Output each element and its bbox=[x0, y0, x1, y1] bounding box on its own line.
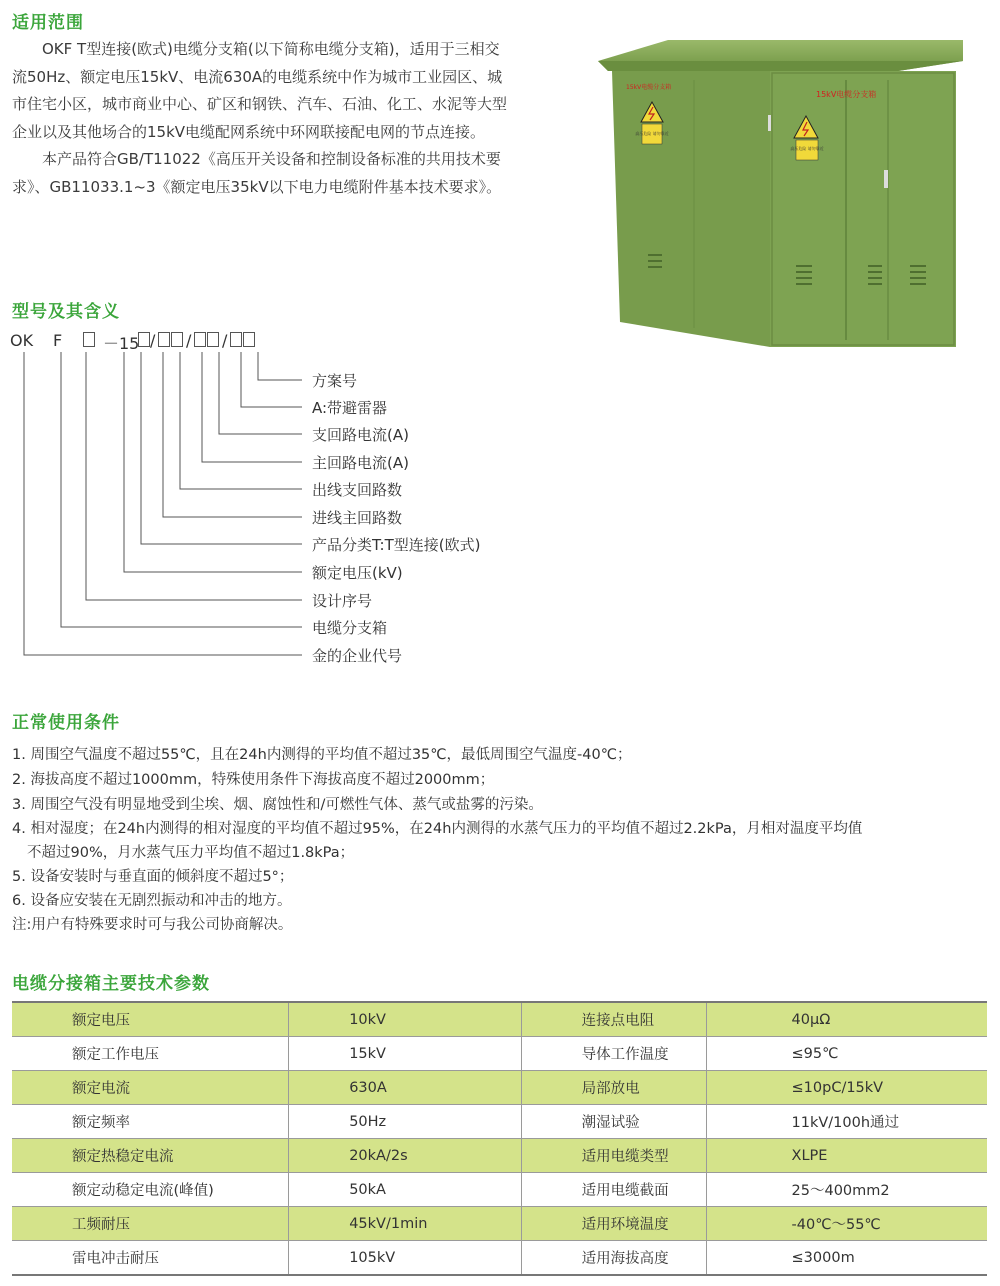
table-row bbox=[12, 1105, 987, 1139]
table-row bbox=[12, 1173, 987, 1207]
param-value: XLPE bbox=[706, 1139, 987, 1173]
table-row bbox=[12, 1207, 987, 1241]
meaning-arrester: A:带避雷器 bbox=[312, 399, 388, 417]
param-value: 40μΩ bbox=[706, 1002, 987, 1037]
box-left-label: 15kV电缆分支箱 bbox=[626, 84, 672, 91]
cable-branch-box-image bbox=[598, 40, 963, 350]
param-value: ≤10pC/15kV bbox=[706, 1071, 987, 1105]
meaning-main-current: 主回路电流(A) bbox=[312, 454, 409, 472]
meaning-outgoing-branches: 出线支回路数 bbox=[312, 481, 403, 499]
meaning-product-type: 产品分类T:T型连接(欧式) bbox=[312, 536, 481, 554]
scope-title: 适用范围 bbox=[12, 13, 84, 33]
param-name: 潮湿试验 bbox=[521, 1105, 706, 1139]
meaning-design-no: 设计序号 bbox=[312, 592, 373, 610]
table-row bbox=[12, 1002, 987, 1037]
condition-4-cont: 不超过90%，月水蒸气压力平均值不超过1.8kPa； bbox=[27, 845, 355, 861]
box-top-label: 15kV电缆分支箱 bbox=[816, 90, 877, 99]
param-value: 630A bbox=[289, 1071, 521, 1105]
code-slash-1: / bbox=[150, 331, 156, 350]
param-value: 105kV bbox=[289, 1241, 521, 1276]
condition-1: 1. 周围空气温度不超过55℃，且在24h内测得的平均值不超过35℃，最低周围空气温度-40℃； bbox=[12, 747, 632, 763]
condition-5: 5. 设备安装时与垂直面的倾斜度不超过5°； bbox=[12, 869, 294, 885]
param-name: 适用电缆截面 bbox=[521, 1173, 706, 1207]
param-value: 11kV/100h通过 bbox=[706, 1105, 987, 1139]
code-f: F bbox=[53, 331, 63, 350]
params-table bbox=[12, 1001, 987, 1276]
param-name: 导体工作温度 bbox=[521, 1037, 706, 1071]
param-name: 额定工作电压 bbox=[12, 1037, 289, 1071]
param-value: 20kA/2s bbox=[289, 1139, 521, 1173]
table-row bbox=[12, 1071, 987, 1105]
model-tree-lines bbox=[0, 0, 320, 680]
box-warning-text: 高压危险 请勿靠近 bbox=[790, 146, 824, 151]
model-title: 型号及其含义 bbox=[12, 302, 120, 322]
code-slash-3: / bbox=[222, 331, 228, 350]
condition-2: 2. 海拔高度不超过1000mm，特殊使用条件下海拔高度不超过2000mm； bbox=[12, 772, 495, 788]
condition-note: 注:用户有特殊要求时可与我公司协商解决。 bbox=[12, 917, 293, 933]
code-slash-2: / bbox=[186, 331, 192, 350]
param-value: -40℃～55℃ bbox=[706, 1207, 987, 1241]
meaning-branch-box: 电缆分支箱 bbox=[312, 619, 388, 637]
param-value: 15kV bbox=[289, 1037, 521, 1071]
scope-para-2: 本产品符合GB/T11022《高压开关设备和控制设备标准的共用技术要求》、GB11033.1~3《额定电压35kV以下电力电缆附件基本技术要求》。 bbox=[12, 150, 502, 196]
param-name: 额定频率 bbox=[12, 1105, 289, 1139]
meaning-incoming-mains: 进线主回路数 bbox=[312, 509, 403, 527]
table-row bbox=[12, 1139, 987, 1173]
meaning-rated-voltage: 额定电压(kV) bbox=[312, 564, 403, 582]
params-title: 电缆分接箱主要技术参数 bbox=[12, 974, 210, 994]
code-ok: OK bbox=[10, 331, 34, 350]
scope-para-1: OKF T型连接(欧式)电缆分支箱(以下简称电缆分支箱)，适用于三相交流50Hz、额定电压15kV、电流630A的电缆系统中作为城市工业园区、城市住宅小区，城市商业中心、矿区和钢铁、汽车、石油、化工、水泥等大型企业以及其他场合的15kV电缆配网系统中环网联接配电网的节点连接。 bbox=[12, 40, 508, 141]
meaning-branch-current: 支回路电流(A) bbox=[312, 426, 409, 444]
param-name: 工频耐压 bbox=[12, 1207, 289, 1241]
table-row bbox=[12, 1037, 987, 1071]
param-name: 适用环境温度 bbox=[521, 1207, 706, 1241]
conditions-title: 正常使用条件 bbox=[12, 713, 120, 733]
param-name: 额定热稳定电流 bbox=[12, 1139, 289, 1173]
param-value: 25～400mm2 bbox=[706, 1173, 987, 1207]
param-name: 雷电冲击耐压 bbox=[12, 1241, 289, 1276]
condition-3: 3. 周围空气没有明显地受到尘埃、烟、腐蚀性和/可燃性气体、蒸气或盐雾的污染。 bbox=[12, 797, 543, 813]
param-value: ≤95℃ bbox=[706, 1037, 987, 1071]
code-voltage: －15 bbox=[103, 334, 140, 353]
condition-4: 4. 相对湿度；在24h内测得的相对湿度的平均值不超过95%，在24h内测得的水蒸气压力的平均值不超过2.2kPa，月相对温度平均值 bbox=[12, 821, 863, 837]
table-row bbox=[12, 1241, 987, 1276]
param-value: 50Hz bbox=[289, 1105, 521, 1139]
box-warning-text-left: 高压危险 请勿靠近 bbox=[635, 131, 669, 136]
param-value: 10kV bbox=[289, 1002, 521, 1037]
param-name: 适用电缆类型 bbox=[521, 1139, 706, 1173]
param-name: 额定电流 bbox=[12, 1071, 289, 1105]
param-name: 额定动稳定电流(峰值) bbox=[12, 1173, 289, 1207]
param-name: 局部放电 bbox=[521, 1071, 706, 1105]
meaning-scheme-no: 方案号 bbox=[312, 372, 358, 390]
param-value: ≤3000m bbox=[706, 1241, 987, 1276]
condition-6: 6. 设备应安装在无剧烈振动和冲击的地方。 bbox=[12, 893, 292, 909]
param-name: 额定电压 bbox=[12, 1002, 289, 1037]
param-value: 45kV/1min bbox=[289, 1207, 521, 1241]
param-name: 连接点电阻 bbox=[521, 1002, 706, 1037]
meaning-company-code: 金的企业代号 bbox=[312, 647, 403, 665]
param-value: 50kA bbox=[289, 1173, 521, 1207]
param-name: 适用海拔高度 bbox=[521, 1241, 706, 1276]
